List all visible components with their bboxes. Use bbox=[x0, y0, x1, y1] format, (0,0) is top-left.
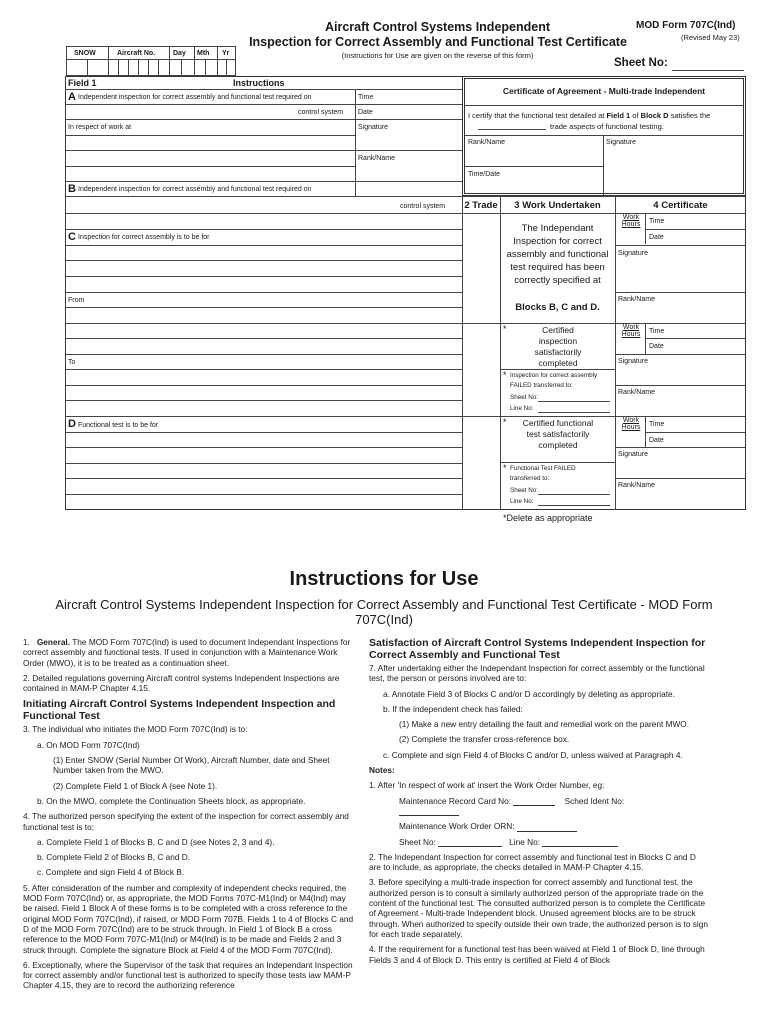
cert-d-signature: Signature bbox=[618, 451, 648, 458]
in-respect-of-work: In respect of work at bbox=[68, 124, 132, 131]
id-col-snow: SNOW bbox=[74, 50, 96, 57]
certificate-title: Certificate of Agreement - Multi-trade Independent bbox=[502, 86, 706, 96]
d-star: * bbox=[503, 417, 507, 427]
field1-label: Field 1 bbox=[68, 78, 97, 88]
d-failed-text: Functional Test FAILED transferred to: bbox=[510, 465, 576, 482]
form-title-line1: Aircraft Control Systems Independent bbox=[324, 20, 551, 34]
block-b-letter: B bbox=[68, 183, 76, 195]
cert-d-rank-name: Rank/Name bbox=[618, 482, 655, 489]
block-a-date: Date bbox=[358, 109, 373, 116]
d-failed-star: * bbox=[503, 463, 507, 473]
block-b-control-system: control system bbox=[400, 203, 446, 210]
para-3: 3. The individual who initiates the MOD Form 707C(Ind) is to: bbox=[23, 724, 248, 735]
note-1-example-b: Maintenance Work Order ORN: bbox=[369, 821, 709, 831]
cert-c-rank-name: Rank/Name bbox=[618, 389, 655, 396]
work-hours-c: Work Hours bbox=[621, 324, 641, 338]
c-line-no: Line No: bbox=[510, 405, 534, 412]
note-2: 2. The Independant Inspection for correct assembly and functional test in Blocks C and D are to include, as appropriate, the checks detailed in MAM-P Chapter 4.15. bbox=[369, 851, 696, 873]
d-line-no: Line No: bbox=[510, 498, 534, 505]
right-section-heading: Satisfaction of Aircraft Control Systems Independent Inspection for Correct Assembly and Functional Test bbox=[369, 637, 706, 661]
cert-d-date: Date bbox=[649, 437, 664, 444]
spec-blocks: Blocks B, C and D. bbox=[515, 302, 600, 313]
trade-blank bbox=[478, 129, 546, 130]
instructions-subheading: Aircraft Control Systems Independent Inspection for Correct Assembly and Functional Test Certificate - MOD Form 707C(Ind) bbox=[55, 597, 713, 627]
para-2: 2. Detailed regulations governing Aircraft control systems Independent Inspections are contained in MAM-P Chapter 4.15. bbox=[23, 672, 340, 694]
para-5: 5. After consideration of the number and complexity of independent checks required, the MOD Form 707C(Ind) or, as appropriate, the MOD Forms 707C-M1(Ind) or M4(Ind) may be raised. Field 1 Block A of these forms is to be completed with a cross reference to the original MOD Form 707C(Ind), if raised, or MOD Form 707B. Fields 1 to 4 of Blocks C and D of the MOD Form 707C(Ind) are to be struck through. In Field 1 of Block B a cross reference to the MOD Form 707C-M1(Ind) or M4(Ind) is to be made and Fields 2 and 3 struck through. Complete the signature Block at Field 4 of the MOD Form 707C(Ind). bbox=[23, 882, 354, 955]
form-subtitle: (Instructions for Use are given on the reverse of this form) bbox=[341, 51, 534, 60]
col-cert-header: 4 Certificate bbox=[653, 200, 708, 211]
certificate-time-date: Time/Date bbox=[468, 171, 501, 178]
col-work-header: 3 Work Undertaken bbox=[514, 200, 601, 211]
certificate-rank-name: Rank/Name bbox=[468, 139, 505, 146]
d-sheet-no: Sheet No: bbox=[510, 487, 539, 494]
cert-c-time: Time bbox=[649, 328, 665, 335]
para-3a2: (2) Complete Field 1 of Block A (see Note 1). bbox=[53, 780, 218, 791]
para-7b: b. If the independent check has failed: bbox=[383, 703, 523, 714]
col-trade-header: 2 Trade bbox=[464, 200, 498, 211]
block-d-letter: D bbox=[68, 418, 76, 430]
from-label: From bbox=[68, 297, 85, 304]
note-1: 1. After 'In respect of work at' insert the Work Order Number, eg: bbox=[369, 780, 605, 791]
para-7: 7. After undertaking either the Independant Inspection for correct assembly or the functional test, the person or persons involved are to: bbox=[369, 663, 705, 684]
c-star: * bbox=[503, 324, 507, 334]
sheet-no-label: Sheet No: bbox=[614, 57, 668, 69]
block-b-text: Independent inspection for correct assembly and functional test required on bbox=[78, 186, 312, 193]
para-7c: c. Complete and sign Field 4 of Blocks C and/or D, unless waived at Paragraph 4. bbox=[383, 749, 683, 760]
block-d-text: Functional test is to be for bbox=[78, 422, 159, 429]
block-a-time: Time bbox=[358, 94, 374, 101]
c-certified: Certified inspection satisfactorily completed bbox=[534, 325, 582, 368]
work-hours-d: Work Hours bbox=[621, 417, 641, 431]
note-4: 4. If the requirement for a functional test has been waived at Field 1 of Block D, line through Fields 3 and 4 of Block D. This entry is certified at Field 4 of Block bbox=[369, 944, 705, 965]
certificate-text-2: trade aspects of functional testing. bbox=[550, 122, 664, 131]
para-4a: a. Complete Field 1 of Blocks B, C and D (see Notes 2, 3 and 4). bbox=[37, 836, 275, 847]
note-3: 3. Before specifying a multi-trade inspection for correct assembly and functional test, the authorized person is to consult a similarly authorized person of the appropriate trade on the content of the functional test. The consulted authorized person is to complete the Certificate of Agreement - Multi-trade Independent block. Unused agreement blocks are to be struck through. When authorized to specify outside their own trade, the authorized person is to sign for each trade separately. bbox=[369, 877, 708, 939]
block-a-rank-name: Rank/Name bbox=[358, 155, 395, 162]
to-label: To bbox=[68, 359, 76, 366]
form-id: MOD Form 707C(Ind) bbox=[636, 20, 736, 31]
id-col-aircraft: Aircraft No. bbox=[117, 50, 156, 57]
block-a-signature: Signature bbox=[358, 124, 388, 131]
id-col-day: Day bbox=[173, 50, 186, 57]
id-col-yr: Yr bbox=[222, 50, 230, 57]
block-a-control-system: control system bbox=[298, 109, 344, 116]
revised-date: (Revised May 23) bbox=[681, 33, 740, 42]
cert-b-time: Time bbox=[649, 218, 665, 225]
form-title-line2: Inspection for Correct Assembly and Functional Test Certificate bbox=[249, 35, 627, 49]
instructions-right-column bbox=[369, 637, 709, 970]
note-1-example-c: Sheet No: Line No: bbox=[369, 837, 709, 847]
c-failed-star: * bbox=[503, 370, 507, 380]
block-a-text: Independent inspection for correct assembly and functional test required on bbox=[78, 94, 312, 101]
left-section-heading: Initiating Aircraft Control Systems Independent Inspection and Functional Test bbox=[23, 698, 336, 723]
notes-label: Notes: bbox=[369, 765, 395, 776]
para-7b1: (1) Make a new entry detailing the fault and remedial work on the parent MWO. bbox=[399, 719, 690, 730]
para-3a1: (1) Enter SNOW (Serial Number Of Work), Aircraft Number, date and Sheet Number taken from the MWO. bbox=[53, 755, 330, 776]
note-1-example-a: Maintenance Record Card No: Sched Ident No: bbox=[369, 796, 709, 817]
cert-b-date: Date bbox=[649, 234, 664, 241]
cert-b-signature: Signature bbox=[618, 250, 648, 257]
para-7b2: (2) Complete the transfer cross-reference box. bbox=[399, 734, 570, 745]
para-3b: b. On the MWO, complete the Continuation Sheets block, as appropriate. bbox=[37, 795, 306, 806]
instructions-heading: Instructions for Use bbox=[289, 568, 479, 590]
work-hours-b: Work Hours bbox=[621, 214, 641, 228]
para-7a: a. Annotate Field 3 of Blocks C and/or D accordingly by deleting as appropriate. bbox=[383, 688, 675, 699]
delete-note: *Delete as appropriate bbox=[503, 513, 593, 523]
certificate-signature: Signature bbox=[606, 139, 636, 146]
c-failed-text: Inspection for correct assembly FAILED transferred to: bbox=[510, 372, 598, 389]
cert-c-signature: Signature bbox=[618, 358, 648, 365]
c-sheet-no: Sheet No: bbox=[510, 394, 539, 401]
block-a-letter: A bbox=[68, 91, 76, 103]
para-6: 6. Exceptionally, where the Supervisor of the task that requires an Independant Inspection for correct assembly and/or functional test is authorized to specify those tests iaw MAM-P Chapter 4.15, they are to record the authorizing reference bbox=[23, 959, 353, 991]
d-certified: Certified functional test satisfactorily completed bbox=[522, 418, 594, 450]
cert-b-rank-name: Rank/Name bbox=[618, 296, 655, 303]
cert-d-time: Time bbox=[649, 421, 665, 428]
para-4b: b. Complete Field 2 of Blocks B, C and D. bbox=[37, 852, 191, 863]
para-4: 4. The authorized person specifying the extent of the inspection for correct assembly and functional test is to: bbox=[23, 811, 349, 832]
instructions-left-column: 1. General. The MOD Form 707C(Ind) is used to document Independant Inspections for correct assembly and functional tests. If used in conjunction with a Maintenance Work Order (MWO), it is to be treated as a continuation sheet. 2. Detailed regulations governing Aircraft control systems Independent Inspections are contained in MAM-P Chapter 4.15. Initiating Aircraft Control Systems Independent Inspection and Functional Test 3. The individual who initiates the MOD Form 707C(Ind) is to: a. On MOD Form 707C(Ind) (1) Enter SNOW (Serial Number Of Work), Aircraft Number, date and Sheet Number taken from the MWO. (2) Complete Field 1 of Block A (see Note 1). b. On the MWO, complete the Continuation Sheets block, as appropriate. 4. The authorized person specifying the extent of the inspection for correct assembly and functional test is to: a. Complete Field 1 of Blocks B, C and D (see Notes 2, 3 and 4). b. Complete Field 2 of Blocks B, C and D. c. Complete and sign Field 4 of Block B. 5. After consideration of the number and complexity of independent checks required, the MOD Form 707C(Ind) or, as appropriate, the MOD Forms 707C-M1(Ind) or M4(Ind) may be raised. Field 1 Block A of these forms is to be completed with a cross reference to the original MOD Form 707C(Ind), if raised, or MOD Form 707B. Fields 1 to 4 of Blocks C and D of the MOD Form 707C(Ind) are to be struck through. In Field 1 of Block B a cross reference to the MOD Form 707C-M1(Ind) or M4(Ind) is to be made and Fields 2 and 3 struck through. Complete the signature Block at Field 4 of the MOD Form 707C(Ind). 6. Exceptionally, where the Supervisor of the task that requires an Independant Inspection for correct assembly and/or functional test is authorized to specify those tests iaw MAM-P Chapter 4.15, they are to record the authorizing reference bbox=[23, 637, 357, 996]
spec-text: The Independant Inspection for correct assembly and functional test required has been correctly specified at bbox=[506, 223, 609, 286]
block-c-letter: C bbox=[68, 231, 76, 243]
id-col-mth: Mth bbox=[197, 50, 210, 57]
para-4c: c. Complete and sign Field 4 of Block B. bbox=[37, 867, 185, 878]
instructions-label: Instructions bbox=[233, 78, 285, 88]
sheet-no-line bbox=[672, 70, 744, 71]
block-c-text: Inspection for correct assembly is to be for bbox=[78, 234, 210, 241]
certificate-text: I certify that the functional test detailed at Field 1 of Block D satisfies the bbox=[468, 111, 711, 120]
cert-c-date: Date bbox=[649, 343, 664, 350]
para-3a: a. On MOD Form 707C(Ind) bbox=[37, 739, 140, 750]
